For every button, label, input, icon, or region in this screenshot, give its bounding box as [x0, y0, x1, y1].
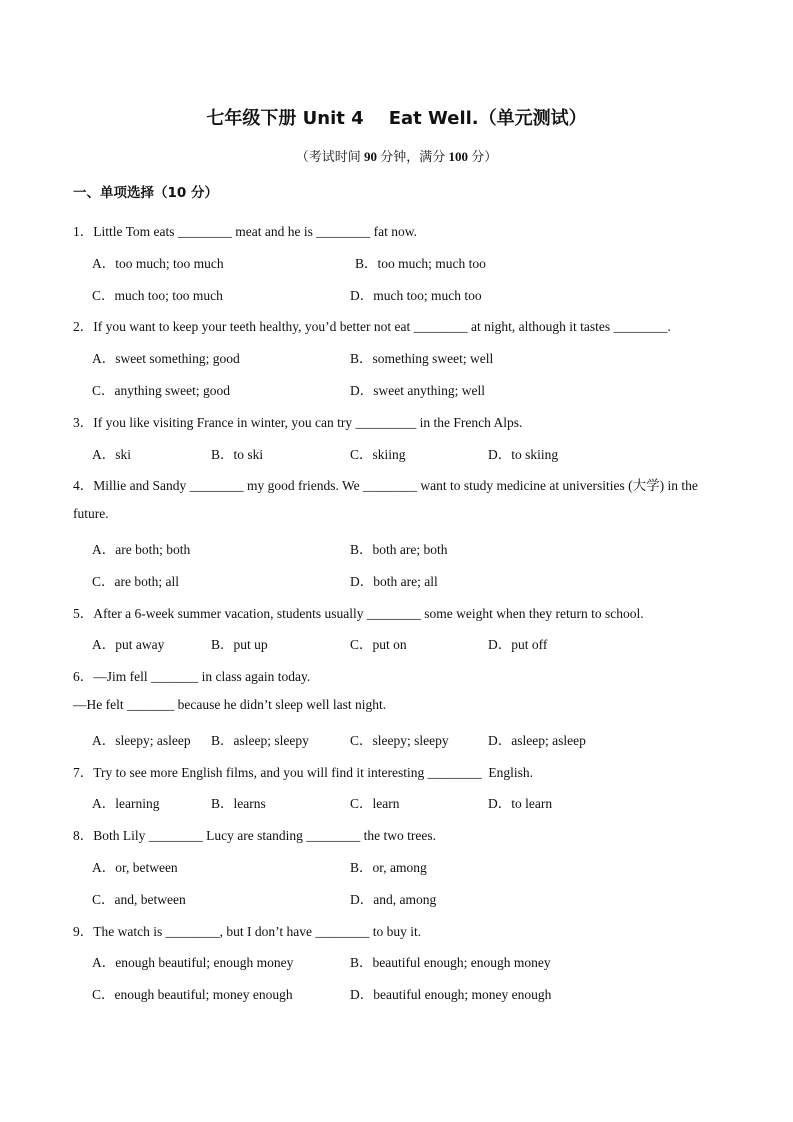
question-1-option-b[interactable]: B．too much; much too: [355, 256, 486, 271]
question-7-option-c[interactable]: C．learn: [350, 796, 400, 811]
question-9-stem: 9．The watch is ________, but I don’t have ________ to buy it.: [73, 924, 422, 939]
question-8-option-a[interactable]: A．or, between: [92, 860, 178, 875]
question-5-option-a[interactable]: A．put away: [92, 637, 165, 652]
question-7-option-a[interactable]: A．learning: [92, 796, 160, 811]
question-8-option-d[interactable]: D．and, among: [350, 892, 437, 907]
question-6-option-b[interactable]: B．asleep; sleepy: [211, 733, 309, 748]
question-5-option-d[interactable]: D．put off: [488, 637, 548, 652]
question-2-option-a[interactable]: A．sweet something; good: [92, 351, 240, 366]
exam-info: [0, 146, 793, 165]
question-6-stem: 6．—Jim fell _______ in class again today.: [73, 669, 311, 684]
question-1-option-a[interactable]: A．too much; too much: [92, 256, 224, 271]
question-7-stem: 7．Try to see more English films, and you will find it interesting ________ English.: [73, 765, 533, 780]
question-3-stem: 3．If you like visiting France in winter, you can try _________ in the French Alps.: [73, 415, 523, 430]
question-7-option-b[interactable]: B．learns: [211, 796, 266, 811]
question-6-option-c[interactable]: C．sleepy; sleepy: [350, 733, 449, 748]
question-3-option-b[interactable]: B．to ski: [211, 447, 264, 462]
exam-minutes: 90: [363, 149, 377, 164]
question-7-option-d[interactable]: D．to learn: [488, 796, 553, 811]
exam-info-mid: 分钟，满分: [376, 149, 449, 164]
question-9-option-a[interactable]: A．enough beautiful; enough money: [92, 955, 294, 970]
exam-score: 100: [448, 149, 468, 164]
question-4-option-b[interactable]: B．both are; both: [350, 542, 448, 557]
question-4-option-a[interactable]: A．are both; both: [92, 542, 191, 557]
question-6-option-a[interactable]: A．sleepy; asleep: [92, 733, 191, 748]
question-5-stem: 5．After a 6-week summer vacation, students usually ________ some weight when they return to school.: [73, 606, 644, 621]
exam-info-post: 分）: [468, 149, 498, 164]
question-3-option-c[interactable]: C．skiing: [350, 447, 406, 462]
section-title: 一、单项选择（10 分）: [73, 185, 218, 201]
question-4-stem-cont: future.: [73, 506, 109, 521]
page-title: 七年级下册 Unit 4 Eat Well.（单元测试）: [206, 108, 587, 129]
question-6-stem-cont: —He felt _______ because he didn’t sleep well last night.: [73, 697, 387, 712]
question-2-option-c[interactable]: C．anything sweet; good: [92, 383, 230, 398]
question-8-option-b[interactable]: B．or, among: [350, 860, 427, 875]
question-9-option-c[interactable]: C．enough beautiful; money enough: [92, 987, 293, 1002]
question-4-option-d[interactable]: D．both are; all: [350, 574, 438, 589]
exam-info-pre: （考试时间: [295, 149, 364, 164]
question-2-option-b[interactable]: B．something sweet; well: [350, 351, 494, 366]
question-9-option-b[interactable]: B．beautiful enough; enough money: [350, 955, 551, 970]
question-6-option-d[interactable]: D．asleep; asleep: [488, 733, 586, 748]
question-4-option-c[interactable]: C．are both; all: [92, 574, 179, 589]
question-5-option-c[interactable]: C．put on: [350, 637, 407, 652]
question-3-option-a[interactable]: A．ski: [92, 447, 132, 462]
question-3-option-d[interactable]: D．to skiing: [488, 447, 559, 462]
question-5-option-b[interactable]: B．put up: [211, 637, 268, 652]
question-2-stem: 2．If you want to keep your teeth healthy, you’d better not eat ________ at night, although it tastes ________.: [73, 319, 671, 334]
question-1-option-c[interactable]: C．much too; too much: [92, 288, 223, 303]
question-8-stem: 8．Both Lily ________ Lucy are standing ________ the two trees.: [73, 828, 436, 843]
question-1-stem: 1．Little Tom eats ________ meat and he is ________ fat now.: [73, 224, 417, 239]
question-9-option-d[interactable]: D．beautiful enough; money enough: [350, 987, 552, 1002]
question-2-option-d[interactable]: D．sweet anything; well: [350, 383, 485, 398]
question-4-stem: 4．Millie and Sandy ________ my good friends. We ________ want to study medicine at universities (大学) in the: [73, 478, 698, 493]
question-1-option-d[interactable]: D．much too; much too: [350, 288, 482, 303]
question-8-option-c[interactable]: C．and, between: [92, 892, 186, 907]
